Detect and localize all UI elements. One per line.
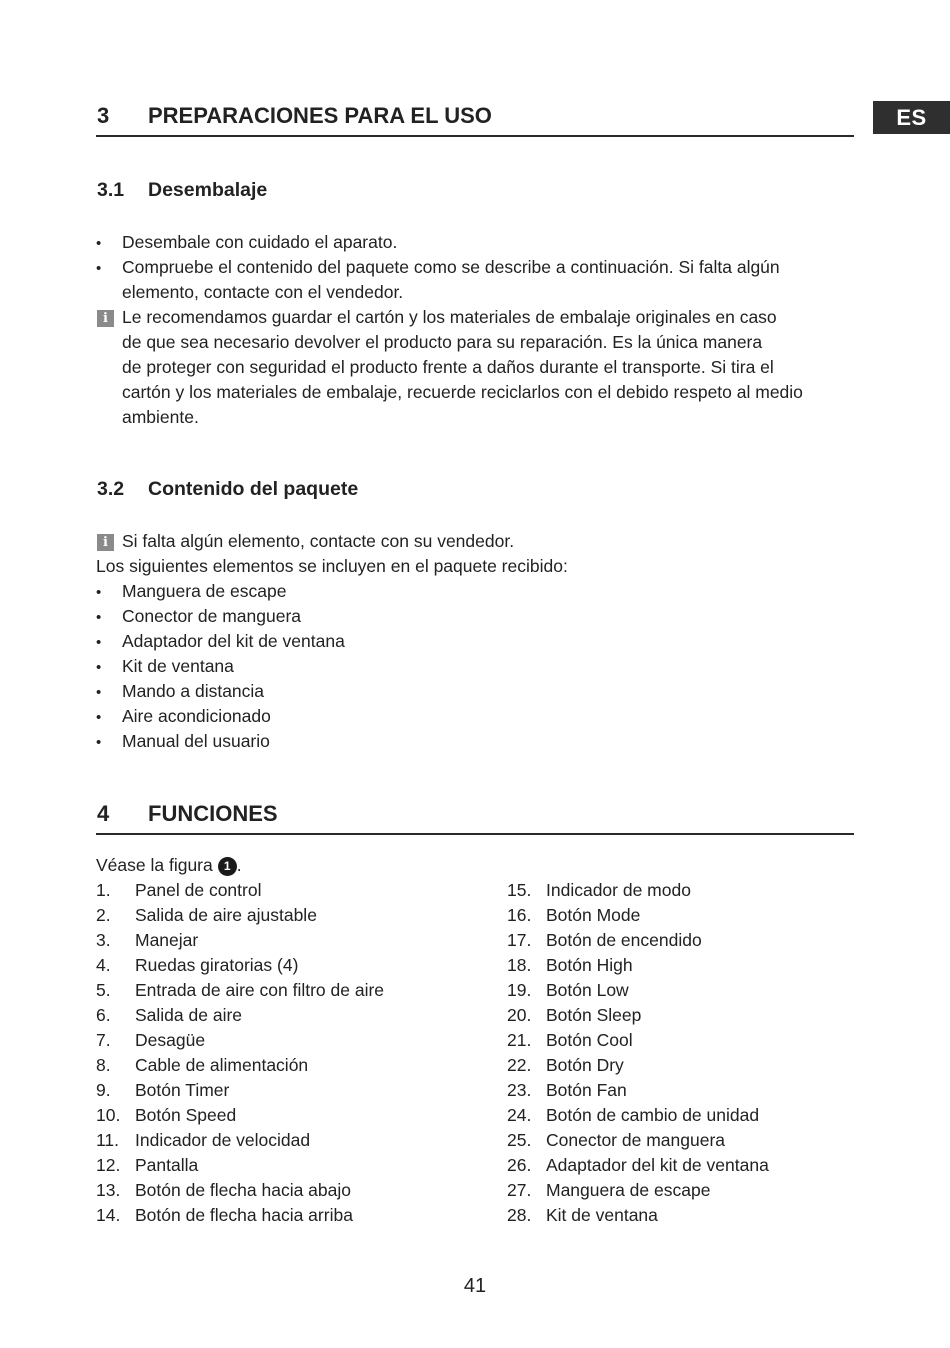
part-label: Botón Dry	[546, 1055, 624, 1075]
part-number: 2.	[96, 905, 111, 925]
part-label: Botón de flecha hacia abajo	[135, 1180, 351, 1200]
section-4-heading	[96, 799, 854, 835]
part-number: 22.	[507, 1055, 532, 1075]
part-label: Botón de cambio de unidad	[546, 1105, 760, 1125]
bullet-mark: •	[96, 235, 102, 252]
info-icon: i	[97, 310, 114, 327]
bullet-mark: •	[96, 684, 102, 701]
section-3-1-number: 3.1	[97, 179, 125, 201]
part-label: Adaptador del kit de ventana	[546, 1155, 769, 1175]
info-line-1: Le recomendamos guardar el cartón y los materiales de embalaje originales en caso	[122, 307, 777, 327]
info-icon: i	[97, 534, 114, 551]
figure-number-badge: 1	[218, 857, 237, 876]
part-label: Panel de control	[135, 880, 262, 900]
part-number: 21.	[507, 1030, 532, 1050]
part-label: Botón High	[546, 955, 633, 975]
package-item: Kit de ventana	[122, 656, 234, 676]
part-number: 12.	[96, 1155, 121, 1175]
package-intro: Los siguientes elementos se incluyen en el paquete recibido:	[96, 556, 568, 576]
part-number: 17.	[507, 930, 532, 950]
language-tab: ES	[873, 101, 950, 134]
package-info: Si falta algún elemento, contacte con su vendedor.	[122, 531, 515, 551]
bullet-mark: •	[96, 734, 102, 751]
info-line-5: ambiente.	[122, 407, 199, 427]
part-label: Botón Cool	[546, 1030, 633, 1050]
part-number: 9.	[96, 1080, 111, 1100]
part-number: 24.	[507, 1105, 532, 1125]
section-3-2-title: Contenido del paquete	[148, 478, 359, 500]
section-3-heading	[96, 101, 854, 137]
section-3-2-number: 3.2	[97, 478, 125, 500]
bullet-mark: •	[96, 634, 102, 651]
info-line-3: de proteger con seguridad el producto frente a daños durante el transporte. Si tira el	[122, 357, 774, 377]
package-item: Manual del usuario	[122, 731, 270, 751]
unpack-bullet-1: Desembale con cuidado el aparato.	[122, 232, 398, 252]
see-figure-line: Véase la figura 1 .	[96, 855, 242, 875]
section-4-title: FUNCIONES	[148, 801, 278, 826]
part-label: Botón Mode	[546, 905, 641, 925]
part-label: Botón Speed	[135, 1105, 237, 1125]
part-label: Salida de aire	[135, 1005, 243, 1025]
part-number: 20.	[507, 1005, 532, 1025]
part-label: Manguera de escape	[546, 1180, 711, 1200]
part-number: 25.	[507, 1130, 532, 1150]
package-item: Mando a distancia	[122, 681, 265, 701]
section-4-number: 4	[97, 801, 110, 826]
part-label: Entrada de aire con filtro de aire	[135, 980, 385, 1000]
part-label: Indicador de velocidad	[135, 1130, 311, 1150]
part-number: 5.	[96, 980, 111, 1000]
part-number: 6.	[96, 1005, 111, 1025]
part-label: Manejar	[135, 930, 199, 950]
part-number: 19.	[507, 980, 532, 1000]
part-number: 1.	[96, 880, 111, 900]
bullet-mark: •	[96, 609, 102, 626]
package-item: Adaptador del kit de ventana	[122, 631, 345, 651]
section-3-title: PREPARACIONES PARA EL USO	[148, 103, 492, 128]
part-number: 15.	[507, 880, 532, 900]
part-number: 13.	[96, 1180, 121, 1200]
bullet-mark: •	[96, 260, 102, 277]
bullet-mark: •	[96, 709, 102, 726]
bullet-mark: •	[96, 659, 102, 676]
part-number: 7.	[96, 1030, 111, 1050]
package-item: Aire acondicionado	[122, 706, 271, 726]
part-number: 27.	[507, 1180, 532, 1200]
part-number: 26.	[507, 1155, 532, 1175]
see-figure-text: Véase la figura	[96, 855, 213, 875]
part-label: Pantalla	[135, 1155, 199, 1175]
part-number: 18.	[507, 955, 532, 975]
part-label: Botón Timer	[135, 1080, 230, 1100]
part-number: 10.	[96, 1105, 121, 1125]
part-number: 23.	[507, 1080, 532, 1100]
part-label: Ruedas giratorias (4)	[135, 955, 299, 975]
part-number: 11.	[96, 1130, 120, 1150]
section-3-number: 3	[97, 103, 110, 128]
part-label: Botón Low	[546, 980, 629, 1000]
part-label: Botón de flecha hacia arriba	[135, 1205, 353, 1225]
part-label: Botón Sleep	[546, 1005, 642, 1025]
part-label: Cable de alimentación	[135, 1055, 309, 1075]
part-label: Conector de manguera	[546, 1130, 725, 1150]
part-number: 16.	[507, 905, 532, 925]
part-number: 28.	[507, 1205, 532, 1225]
package-item: Manguera de escape	[122, 581, 287, 601]
part-number: 3.	[96, 930, 111, 950]
part-number: 14.	[96, 1205, 121, 1225]
unpack-bullet-2-cont: elemento, contacte con el vendedor.	[122, 282, 404, 302]
part-label: Desagüe	[135, 1030, 206, 1050]
unpack-bullet-2: Compruebe el contenido del paquete como se describe a continuación. Si falta algún	[122, 257, 780, 277]
part-number: 8.	[96, 1055, 111, 1075]
part-label: Salida de aire ajustable	[135, 905, 317, 925]
section-3-1-title: Desembalaje	[148, 179, 268, 201]
info-line-4: cartón y los materiales de embalaje, recuerde reciclarlos con el debido respeto al medio	[122, 382, 803, 402]
part-label: Indicador de modo	[546, 880, 691, 900]
part-label: Kit de ventana	[546, 1205, 658, 1225]
part-label: Botón Fan	[546, 1080, 627, 1100]
package-item: Conector de manguera	[122, 606, 301, 626]
info-line-2: de que sea necesario devolver el producto para su reparación. Es la única manera	[122, 332, 763, 352]
part-label: Botón de encendido	[546, 930, 702, 950]
page-number: 41	[463, 1275, 487, 1297]
bullet-mark: •	[96, 584, 102, 601]
part-number: 4.	[96, 955, 111, 975]
